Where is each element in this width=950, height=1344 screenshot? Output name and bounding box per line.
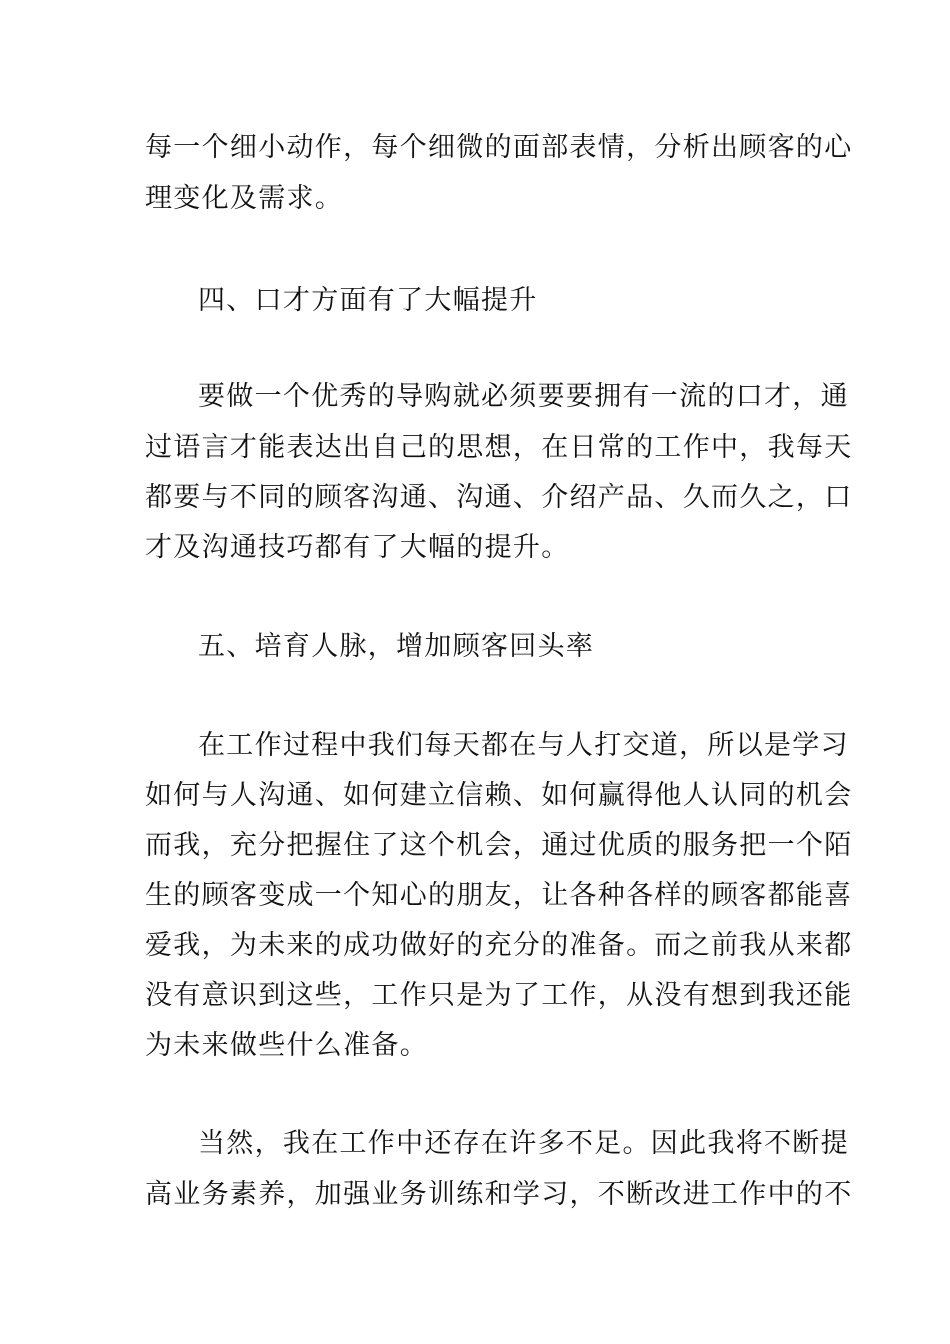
paragraph-line: 爱我，为未来的成功做好的充分的准备。而之前我从来都 xyxy=(145,930,853,961)
paragraph-line: 如何与人沟通、如何建立信赖、如何赢得他人认同的机会 xyxy=(145,780,853,811)
paragraph-line: 理变化及需求。 xyxy=(145,183,344,214)
paragraph-line: 为未来做些什么准备。 xyxy=(145,1030,428,1061)
paragraph-line: 过语言才能表达出自己的思想，在日常的工作中，我每天 xyxy=(145,432,853,463)
paragraph-line: 没有意识到这些，工作只是为了工作，从没有想到我还能 xyxy=(145,980,853,1011)
paragraph-line: 而我，充分把握住了这个机会，通过优质的服务把一个陌 xyxy=(145,830,853,861)
paragraph-line: 生的顾客变成一个知心的朋友，让各种各样的顾客都能喜 xyxy=(145,880,853,911)
section-heading-4: 四、口才方面有了大幅提升 xyxy=(198,285,538,316)
section-heading-5: 五、培育人脉，增加顾客回头率 xyxy=(198,631,595,662)
paragraph-line: 当然，我在工作中还存在许多不足。因此我将不断提 xyxy=(198,1128,849,1159)
paragraph-line: 每一个细小动作，每个细微的面部表情，分析出顾客的心 xyxy=(145,132,853,163)
paragraph-line: 高业务素养，加强业务训练和学习，不断改进工作中的不 xyxy=(145,1179,853,1210)
paragraph-line: 在工作过程中我们每天都在与人打交道，所以是学习 xyxy=(198,730,849,761)
paragraph-line: 才及沟通技巧都有了大幅的提升。 xyxy=(145,532,570,563)
paragraph-line: 都要与不同的顾客沟通、沟通、介绍产品、久而久之，口 xyxy=(145,482,853,513)
paragraph-line: 要做一个优秀的导购就必须要要拥有一流的口才，通 xyxy=(198,381,849,412)
